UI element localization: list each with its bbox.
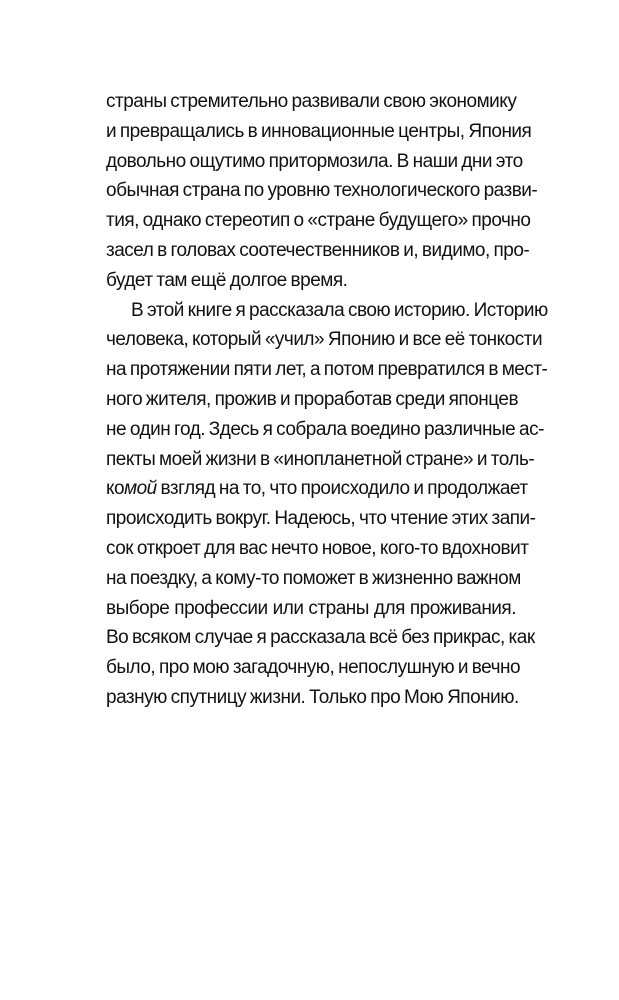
text-line: ного жителя, прожив и проработав среди японцев [106,388,519,410]
text-line: сок откроет для вас нечто новое, кого-то вдохновит [106,537,529,559]
text-line: на поездку, а кому-то поможет в жизненно важном [106,567,521,589]
text-line: Во всяком случае я рассказала всё без прикрас, как [106,627,535,649]
text-line: и превращались в инновационные центры, Япония [106,120,532,142]
text-line: будет там ещё долгое время. [106,269,348,291]
text-line: обычная страна по уровню технологического разви- [106,180,538,202]
text-line: разную спутницу жизни. Только про Мою Японию. [106,686,519,708]
text-line: человека, который «учил» Японию и все её тонкости [106,329,543,351]
text-line: засел в головах соотечественников и, видимо, про- [106,239,530,261]
line-remainder: взгляд на то, что происходило и продолжает [160,478,528,500]
text-line: тия, однако стереотип о «стране будущего» прочно [106,210,531,232]
text-line: происходить вокруг. Надеюсь, что чтение этих запи- [106,508,536,530]
text-line: на протяжении пяти лет, а потом превратился в мест- [106,359,548,381]
text-line: страны стремительно развивали свою экономику [106,91,517,112]
text-line: не один год. Здесь я собрала воедино различные ас- [106,418,544,440]
text-line-with-emphasis [106,474,528,504]
body-text [106,87,548,713]
text-line: пекты моей жизни в «инопланетной стране» и толь- [106,448,535,470]
line-prefix: ко [106,478,125,500]
paragraph-first-line: В этой книге я рассказала свою историю. Историю [131,299,548,321]
emphasized-word: мой [124,478,157,500]
text-line: выборе профессии или страны для проживания. [106,597,516,619]
text-line: довольно ощутимо притормозила. В наши дни это [106,150,523,172]
text-line: было, про мою загадочную, непослушную и вечно [106,657,521,679]
